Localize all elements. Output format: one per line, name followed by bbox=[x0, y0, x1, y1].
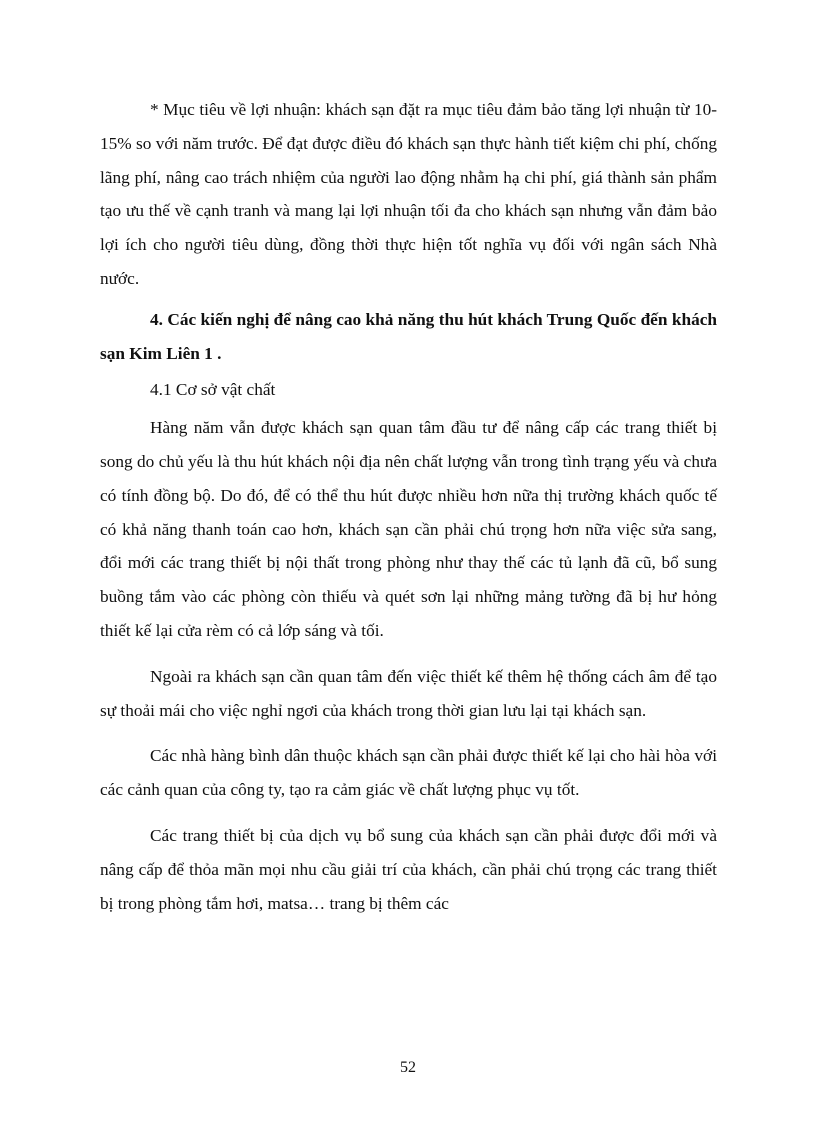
paragraph-services: Các trang thiết bị của dịch vụ bổ sung của khách sạn cần phải được đổi mới và nâng cấp để thỏa mãn mọi nhu cầu giải trí của khách, cần phải chú trọng các trang thiết bị trong phòng tắm hơi, matsa… trang bị thêm các bbox=[100, 825, 717, 913]
subsection-heading: 4.1 Cơ sở vật chất bbox=[150, 380, 276, 400]
page-body bbox=[100, 93, 717, 920]
page-number: 52 bbox=[400, 1059, 416, 1076]
paragraph-facilities: Hàng năm vẫn được khách sạn quan tâm đầu tư để nâng cấp các trang thiết bị song do chủ yếu là thu hút khách nội địa nên chất lượng vẫn trong tình trạng yếu và chưa có tính đồng bộ. Do đó, để có thể thu hút được nhiều hơn nữa thị trường khách quốc tế có khả năng thanh toán cao hơn, khách sạn cần phải chú trọng hơn nữa việc sửa sang, đổi mới các trang thiết bị nội thất trong phòng như thay thế các tủ lạnh đã cũ, bổ sung buồng tắm vào các phòng còn thiếu và quét sơn lại những mảng tường đã bị hư hỏng thiết kế lại cửa rèm có cả lớp sáng và tối. bbox=[100, 418, 717, 640]
paragraph-restaurants: Các nhà hàng bình dân thuộc khách sạn cần phải được thiết kế lại cho hài hòa với các cảnh quan của công ty, tạo ra cảm giác về chất lượng phục vụ tốt. bbox=[100, 746, 717, 800]
paragraph-profit-target: * Mục tiêu về lợi nhuận: khách sạn đặt ra mục tiêu đảm bảo tăng lợi nhuận từ 10-15% so với năm trước. Để đạt được điều đó khách sạn thực hành tiết kiệm chi phí, chống lãng phí, nâng cao trách nhiệm của người lao động nhằm hạ chi phí, giá thành sản phẩm tạo ưu thế về cạnh tranh và mang lại lợi nhuận tối đa cho khách sạn nhưng vẫn đảm bảo lợi ích cho người tiêu dùng, đồng thời thực hiện tốt nghĩa vụ đối với ngân sách Nhà nước. bbox=[100, 100, 717, 288]
paragraph-soundproofing: Ngoài ra khách sạn cần quan tâm đến việc thiết kế thêm hệ thống cách âm để tạo sự thoải mái cho việc nghỉ ngơi của khách trong thời gian lưu lại tại khách sạn. bbox=[100, 666, 717, 720]
section-heading: 4. Các kiến nghị để nâng cao khả năng thu hút khách Trung Quốc đến khách sạn Kim Liên 1 . bbox=[100, 309, 717, 363]
